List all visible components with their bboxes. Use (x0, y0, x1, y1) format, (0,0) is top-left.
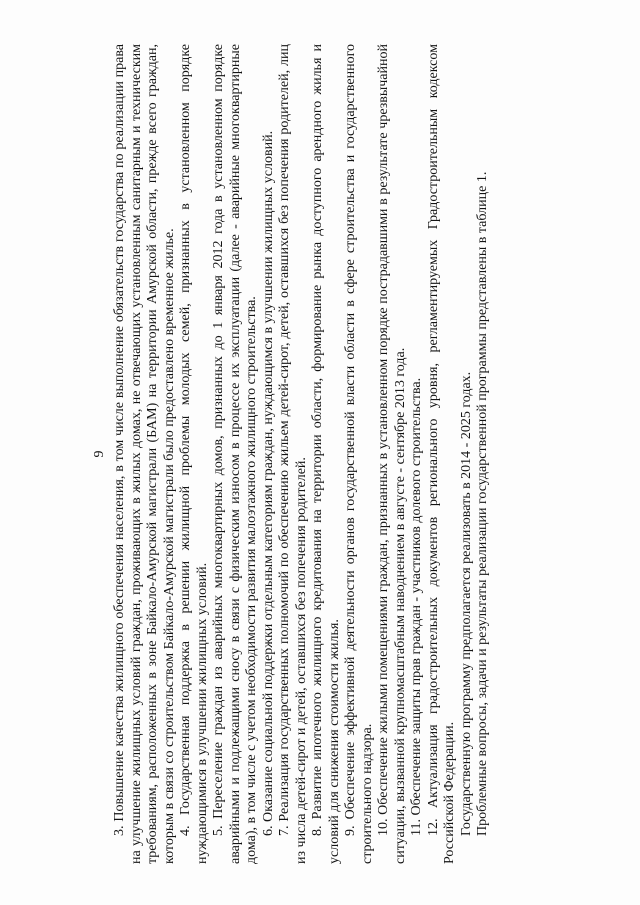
paragraph: 5. Переселение граждан из аварийных многоквартирных домов, признанных до 1 января 2012 года в установленном порядке аварийными и подлежащими сносу в связи с физическим износом в процессе их эксплуатации (далее - аварийные многоквартирные дома), в том числе с учетом необходимости развития малоэтажного жилищного строительства. (211, 44, 259, 864)
paragraph: 4. Государственная поддержка в решении жилищной проблемы молодых семей, признанных в установленном порядке нуждающимися в улучшении жилищных условий. (178, 44, 210, 864)
paragraph: 12. Актуализация градостроительных документов регионального уровня, регламентируемых Градостроительным кодексом Российской Федерации. (425, 44, 457, 864)
paragraph: 9. Обеспечение эффективной деятельности органов государственной власти области в сфере строительства и государственного строительного надзора. (343, 44, 375, 864)
paragraph: 7. Реализация государственных полномочий по обеспечению жильем детей-сирот, детей, оставшихся без попечения родителей, лиц из числа детей-сирот и детей, оставшихся без попечения родителей. (277, 44, 309, 864)
page-number: 9 (92, 450, 107, 458)
paragraph: 3. Повышение качества жилищного обеспечения населения, в том числе выполнение обязательств государства по реализации права на улучшение жилищных условий граждан, проживающих в жилых домах, не отвечающих установленным санитарным и техническим требованиям, расположенных в зоне Байкало-Амурской магистрали (БАМ) на территории Амурской области, прежде всего граждан, которым в связи со строительством Байкало-Амурской магистрали было предоставлено временное жилье. (112, 44, 177, 864)
paragraph: 6. Оказание социальной поддержки отдельным категориям граждан, нуждающимся в улучшении жилищных условий. (260, 130, 276, 836)
body-text (112, 44, 492, 864)
paragraph: Государственную программу предполагается реализовать в 2014 - 2025 годах. (458, 371, 474, 836)
paragraph: 10. Обеспечение жилыми помещениями граждан, признанных в установленном порядке пострадавшими в результате чрезвычайной ситуации, вызванной крупномасштабным наводнением в августе - сентябре 2013 года. (376, 44, 408, 864)
rotated-content (92, 44, 502, 864)
paragraph: Проблемные вопросы, задачи и результаты реализации государственной программы представлены в таблице 1. (475, 171, 490, 836)
paragraph: 11. Обеспечение защиты прав граждан - участников долевого строительства. (409, 377, 424, 836)
paragraph: 8. Развитие ипотечного жилищного кредитования на территории области, формирование рынка доступного арендного жилья и условий для снижения стоимости жилья. (310, 44, 342, 864)
